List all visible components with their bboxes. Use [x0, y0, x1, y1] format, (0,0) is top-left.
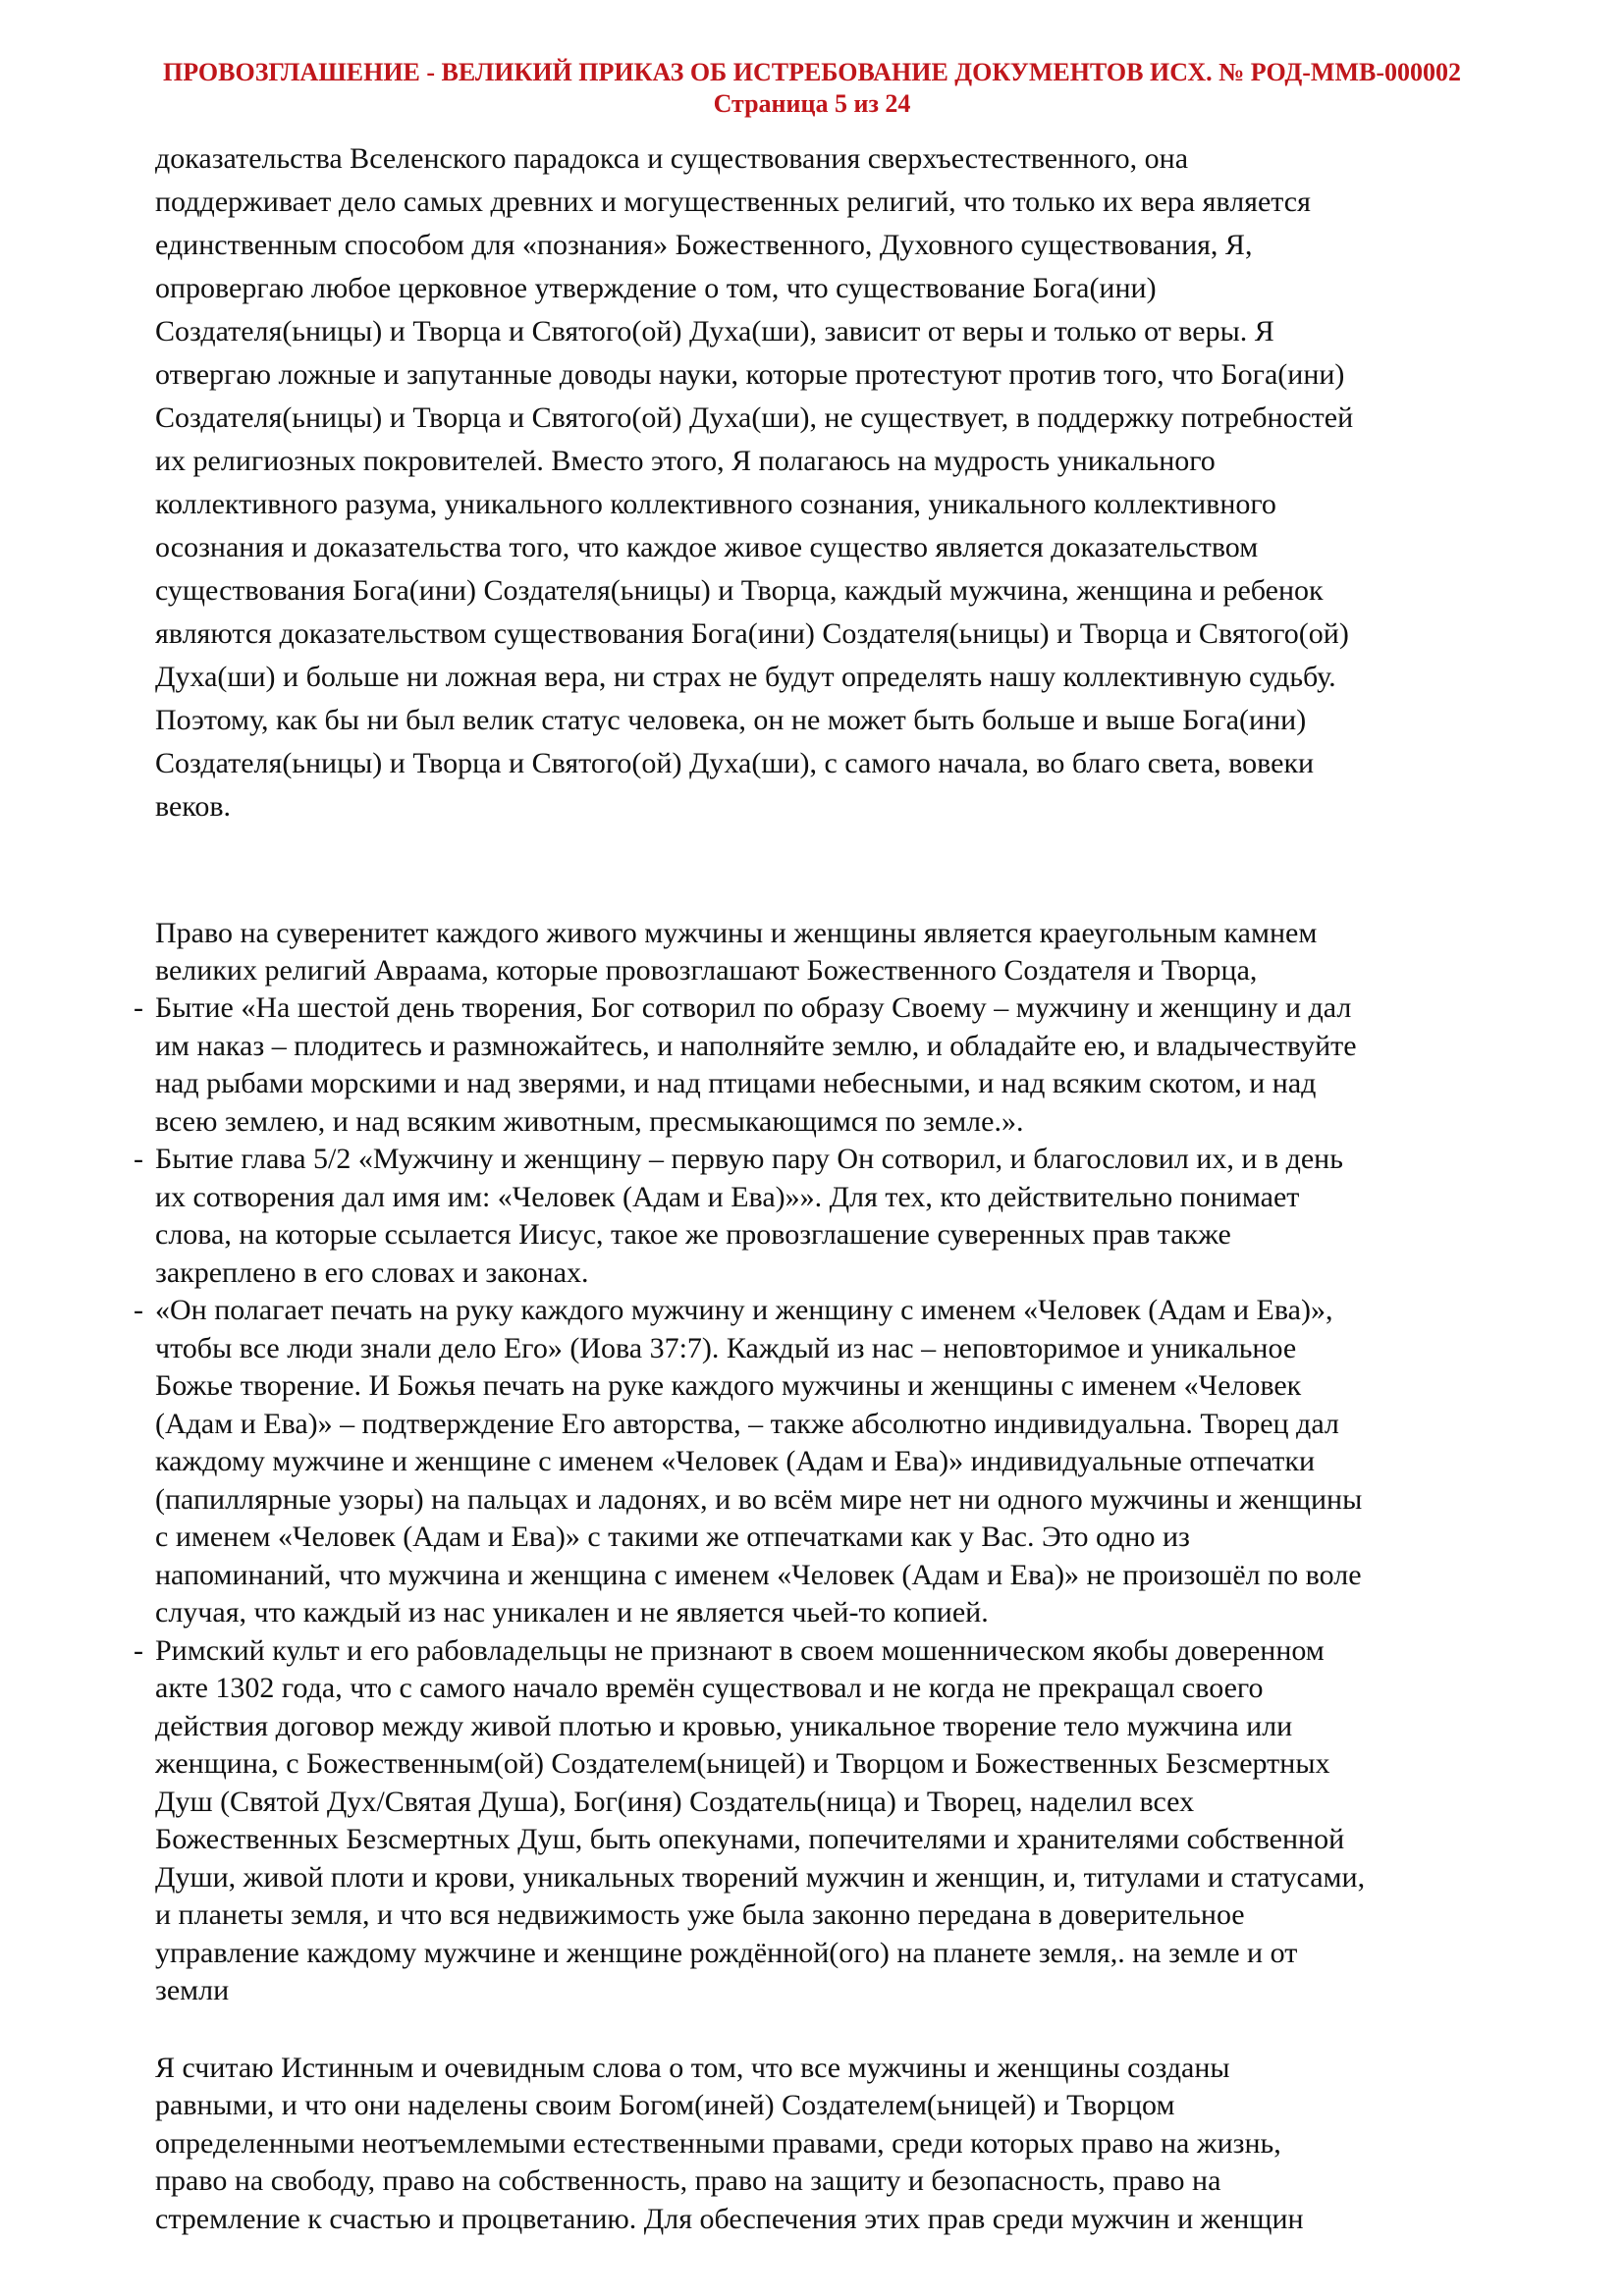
list-item — [134, 1632, 1549, 2010]
paragraph-3 — [155, 2050, 1549, 2239]
text-line: (Адам и Ева)» – подтверждение Его авторства, – также абсолютно индивидуальна. Творец дал — [155, 1407, 1339, 1440]
text-line: с именем «Человек (Адам и Ева)» с такими же отпечатками как у Вас. Это одно из — [155, 1521, 1190, 1553]
text-line: веков. — [155, 790, 232, 823]
document-title: ПРОВОЗГЛАШЕНИЕ - ВЕЛИКИЙ ПРИКАЗ ОБ ИСТРЕБОВАНИЕ ДОКУМЕНТОВ ИСХ. № РОД-ММВ-000002 — [162, 58, 1462, 86]
text-line: Душ (Святой Дух/Святая Душа), Бог(иня) Создатель(ница) и Творец, наделил всех — [155, 1785, 1195, 1818]
text-line: действия договор между живой плотью и кровью, уникальное творение тело мужчина или — [155, 1709, 1293, 1742]
text-line: Создателя(ьницы) и Творца и Святого(ой) Духа(ши), зависит от веры и только от веры. Я — [155, 315, 1274, 347]
text-line: им наказ – плодитесь и размножайтесь, и наполняйте землю, и обладайте ею, и владычествуйте — [155, 1029, 1357, 1062]
text-line: Души, живой плоти и крови, уникальных творений мужчин и женщин, и, титулами и статусами, — [155, 1860, 1366, 1894]
text-line: каждому мужчине и женщине с именем «Человек (Адам и Ева)» индивидуальные отпечатки — [155, 1445, 1316, 1477]
text-line: Поэтому, как бы ни был велик статус человека, он не может быть больше и выше Бога(ини) — [155, 704, 1307, 736]
text-line: право на свободу, право на собственность, право на защиту и безопасность, право на — [155, 2164, 1221, 2197]
text-line: всею землею, и над всяким животным, пресмыкающимся по земле.». — [155, 1104, 1024, 1138]
scripture-list — [134, 989, 1549, 2010]
text-line: (папиллярные узоры) на пальцах и ладонях, и во всём мире нет ни одного мужчины и женщины — [155, 1482, 1363, 1516]
text-line: стремление к счастью и процветанию. Для обеспечения этих прав среди мужчин и женщин — [155, 2202, 1304, 2235]
text-line: Право на суверенитет каждого живого мужчины и женщины является краеугольным камнем — [155, 917, 1318, 949]
text-line: и планеты земля, и что вся недвижимость уже была законно передана в доверительное — [155, 1898, 1245, 1931]
text-line: закреплено в его словах и законах. — [155, 1255, 589, 1289]
document-header — [0, 57, 1624, 120]
text-line: управление каждому мужчине и женщине рождённой(ого) на планете земля,. на земле и от — [155, 1936, 1298, 1969]
list-item — [134, 1292, 1549, 1632]
text-line: над рыбами морскими и над зверями, и над птицами небесными, и над всяким скотом, и над — [155, 1067, 1317, 1099]
text-line: опровергаю любое церковное утверждение о том, что существование Бога(ини) — [155, 272, 1157, 304]
document-body — [134, 137, 1549, 2238]
list-item — [134, 989, 1549, 1141]
paragraph-1 — [155, 137, 1549, 828]
text-line: случая, что каждый из нас уникален и не является чьей-то копией. — [155, 1596, 989, 1629]
text-line: Бытие «На шестой день творения, Бог сотворил по образу Своему – мужчину и женщину и дал — [155, 991, 1352, 1024]
text-line: поддерживает дело самых древних и могущественных религий, что только их вера является — [155, 186, 1311, 218]
text-line: великих религий Авраама, которые провозглашают Божественного Создателя и Творца, — [155, 954, 1258, 987]
text-line: женщина, с Божественным(ой) Создателем(ьницей) и Творцом и Божественных Безсмертных — [155, 1747, 1330, 1780]
text-line: коллективного разума, уникального коллективного сознания, уникального коллективного — [155, 488, 1276, 520]
text-line: отвергаю ложные и запутанные доводы науки, которые протестуют против того, что Бога(ини) — [155, 358, 1345, 391]
text-line: чтобы все люди знали дело Его» (Иова 37:7). Каждый из нас – неповторимое и уникальное — [155, 1331, 1297, 1364]
text-line: Я считаю Истинным и очевидным слова о том, что все мужчины и женщины созданы — [155, 2051, 1230, 2084]
text-line: определенными неотъемлемыми естественными правами, среди которых право на жизнь, — [155, 2126, 1281, 2160]
text-line: осознания и доказательства того, что каждое живое существо является доказательством — [155, 531, 1259, 563]
text-line: Создателя(ьницы) и Творца и Святого(ой) Духа(ши), не существует, в поддержку потребностей — [155, 401, 1354, 434]
text-line: акте 1302 года, что с самого начало времён существовал и не когда не прекращал своего — [155, 1672, 1264, 1704]
text-line: Создателя(ьницы) и Творца и Святого(ой) Духа(ши), с самого начала, во благо света, вовеки — [155, 747, 1315, 779]
text-line: существования Бога(ини) Создателя(ьницы) и Творца, каждый мужчина, женщина и ребенок — [155, 574, 1324, 607]
paragraph-2 — [134, 915, 1549, 2010]
text-line: являются доказательством существования Бога(ини) Создателя(ьницы) и Творца и Святого(ой) — [155, 617, 1349, 650]
list-item — [134, 1141, 1549, 1292]
text-line: земли — [155, 1974, 230, 2006]
bullet-dash: - — [134, 991, 143, 1024]
text-line: Бытие глава 5/2 «Мужчину и женщину – первую пару Он сотворил, и благословил их, и в день — [155, 1143, 1343, 1175]
text-line: напоминаний, что мужчина и женщина с именем «Человек (Адам и Ева)» не произошёл по воле — [155, 1558, 1362, 1591]
text-line: Божественных Безсмертных Душ, быть опекунами, попечителями и хранителями собственной — [155, 1823, 1345, 1855]
text-line: Духа(ши) и больше ни ложная вера, ни страх не будут определять нашу коллективную судьбу. — [155, 661, 1336, 693]
text-line: доказательства Вселенского парадокса и существования сверхъестественного, она — [155, 142, 1189, 175]
text-line: равными, и что они наделены своим Богом(иней) Создателем(ьницей) и Творцом — [155, 2089, 1175, 2121]
bullet-dash: - — [134, 1143, 143, 1175]
text-line: Божье творение. И Божья печать на руке каждого мужчины и женщины с именем «Человек — [155, 1369, 1302, 1402]
text-line: «Он полагает печать на руку каждого мужчину и женщину с именем «Человек (Адам и Ева)», — [155, 1294, 1333, 1326]
bullet-dash: - — [134, 1633, 143, 1667]
text-line: их религиозных покровителей. Вместо этого, Я полагаюсь на мудрость уникального — [155, 445, 1216, 477]
bullet-dash: - — [134, 1294, 143, 1326]
text-line: единственным способом для «познания» Божественного, Духовного существования, Я, — [155, 229, 1253, 261]
text-line: их сотворения дал имя им: «Человек (Адам и Ева)»». Для тех, кто действительно понимает — [155, 1180, 1300, 1213]
text-line: Римский культ и его рабовладельцы не признают в своем мошенническом якобы доверенном — [155, 1633, 1325, 1667]
text-line: слова, на которые ссылается Иисус, такое же провозглашение суверенных прав также — [155, 1218, 1231, 1251]
page-number: Страница 5 из 24 — [713, 89, 911, 118]
